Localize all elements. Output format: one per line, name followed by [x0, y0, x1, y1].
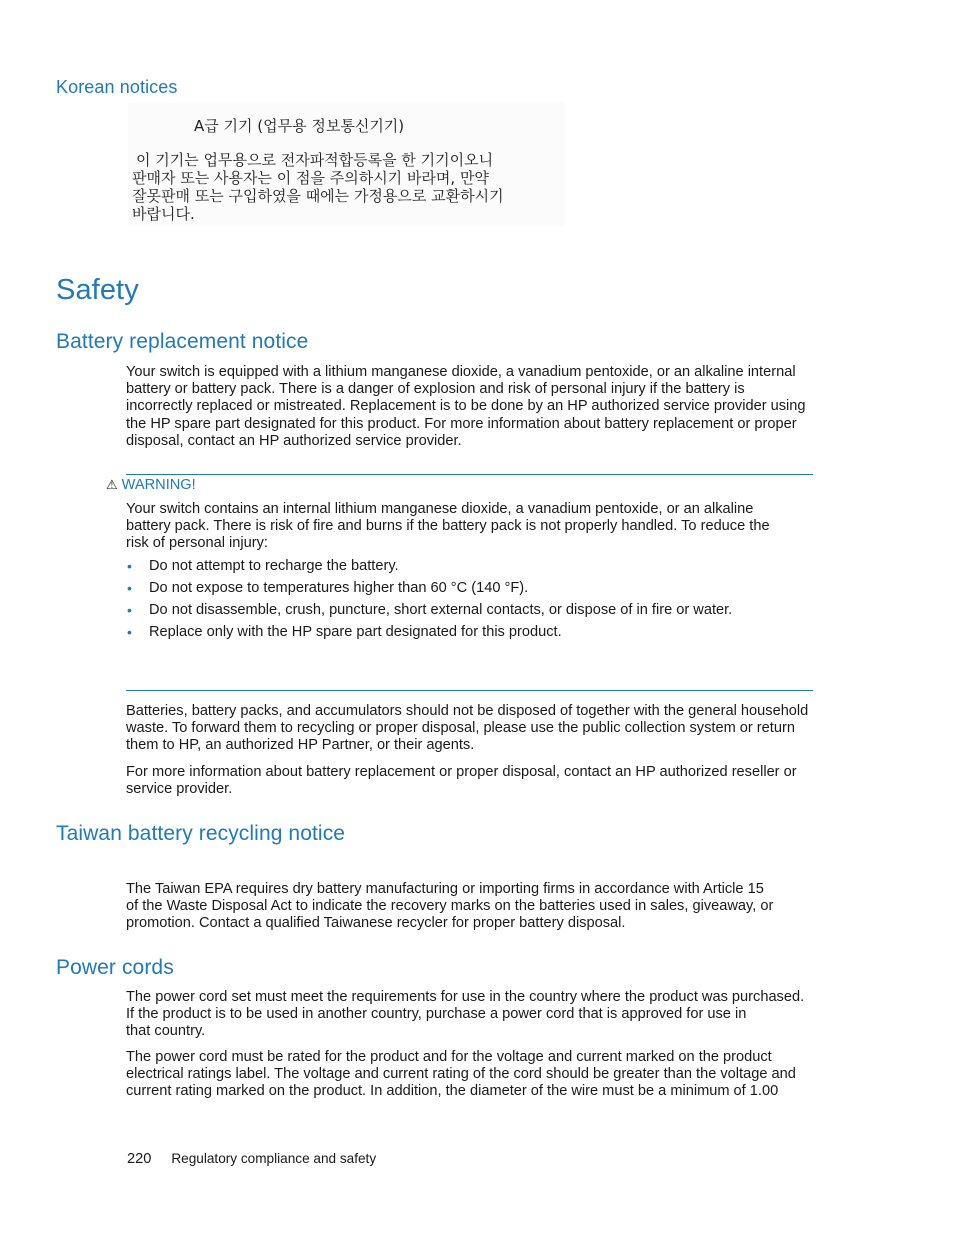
more-info-paragraph — [126, 764, 834, 798]
warning-line: risk of personal injury: — [126, 535, 268, 552]
bullet-dot-icon: • — [127, 580, 132, 596]
bullet-text: Do not attempt to recharge the battery. — [149, 558, 399, 574]
korean-line-5: 바랍니다. — [132, 205, 195, 223]
korean-line-4: 잘못판매 또는 구입하였을 때에는 가정용으로 교환하시기 — [132, 187, 504, 205]
list-item — [126, 578, 826, 600]
safety-heading: Safety — [56, 274, 139, 306]
battery-intro-line: battery or battery pack. There is a danger of explosion and risk of personal injury if the battery is — [126, 381, 745, 398]
bullet-dot-icon: • — [127, 602, 132, 618]
warning-line: battery pack. There is risk of fire and burns if the battery pack is not properly handled. To reduce the — [126, 518, 770, 535]
taiwan-paragraph — [126, 881, 834, 933]
warning-label — [106, 477, 196, 493]
warning-label-text: WARNING! — [121, 477, 196, 493]
korean-line-2: 이 기기는 업무용으로 전자파적합등록을 한 기기이오니 — [136, 151, 494, 169]
more-info-line: For more information about battery replacement or proper disposal, contact an HP authorized reseller or — [126, 764, 797, 780]
taiwan-line: The Taiwan EPA requires dry battery manufacturing or importing firms in accordance with Article 15 — [126, 881, 764, 897]
power-paragraph-1 — [126, 989, 834, 1041]
bullet-dot-icon: • — [127, 624, 132, 640]
warning-top-rule — [126, 474, 813, 475]
list-item — [126, 556, 826, 578]
taiwan-recycling-heading: Taiwan battery recycling notice — [56, 822, 346, 845]
korean-line-1: A급 기기 (업무용 정보통신기기) — [194, 117, 405, 135]
warning-paragraph — [126, 501, 834, 553]
warning-bullet-list — [126, 556, 826, 644]
disposal-line: Batteries, battery packs, and accumulators should not be disposed of together with the general household — [126, 703, 809, 719]
korean-notices-heading: Korean notices — [56, 77, 178, 97]
bullet-text: Do not expose to temperatures higher than 60 °C (140 °F). — [149, 580, 529, 596]
footer-title: Regulatory compliance and safety — [171, 1151, 377, 1166]
power-line: electrical ratings label. The voltage and current rating of the cord should be greater than the voltage and — [126, 1066, 796, 1083]
battery-replacement-heading: Battery replacement notice — [56, 330, 309, 353]
taiwan-line: of the Waste Disposal Act to indicate the recovery marks on the batteries used in sales, giveaway, or — [126, 898, 774, 915]
power-line: If the product is to be used in another country, purchase a power cord that is approved for use in — [126, 1006, 747, 1023]
bullet-text: Do not disassemble, crush, puncture, short external contacts, or dispose of in fire or water. — [149, 602, 733, 618]
list-item — [126, 622, 826, 644]
disposal-paragraph — [126, 703, 834, 755]
battery-intro-line: disposal, contact an HP authorized service provider. — [126, 432, 462, 449]
warning-line: Your switch contains an internal lithium manganese dioxide, a vanadium pentoxide, or an alkaline — [126, 501, 754, 517]
battery-intro-line: Your switch is equipped with a lithium manganese dioxide, a vanadium pentoxide, or an alkaline internal — [126, 364, 796, 380]
list-item — [126, 600, 826, 622]
more-info-line: service provider. — [126, 781, 233, 798]
power-cords-heading: Power cords — [56, 956, 174, 979]
bullet-text: Replace only with the HP spare part designated for this product. — [149, 624, 562, 640]
warning-triangle-icon: ⚠ — [106, 478, 118, 493]
bullet-dot-icon: • — [127, 558, 132, 574]
power-line: current rating marked on the product. In addition, the diameter of the wire must be a minimum of 1.00 — [126, 1083, 779, 1100]
battery-intro-line: the HP spare part designated for this product. For more information about battery replacement or proper — [126, 415, 797, 432]
page-number: 220 — [127, 1151, 152, 1167]
power-paragraph-2 — [126, 1049, 834, 1101]
battery-intro-paragraph — [126, 364, 834, 450]
korean-line-3: 판매자 또는 사용자는 이 점을 주의하시기 바라며, 만약 — [132, 169, 489, 187]
power-line: that country. — [126, 1023, 206, 1040]
power-line: The power cord set must meet the requirements for use in the country where the product was purchased. — [126, 989, 805, 1005]
taiwan-line: promotion. Contact a qualified Taiwanese recycler for proper battery disposal. — [126, 915, 626, 932]
disposal-line: waste. To forward them to recycling or proper disposal, please use the public collection system or return — [126, 720, 795, 737]
warning-bottom-rule — [126, 690, 813, 691]
page-footer — [127, 1151, 376, 1167]
battery-intro-line: incorrectly replaced or mistreated. Replacement is to be done by an HP authorized service provider using — [126, 398, 806, 415]
power-line: The power cord must be rated for the product and for the voltage and current marked on the product — [126, 1049, 772, 1065]
korean-notice-image — [128, 103, 565, 225]
disposal-line: them to HP, an authorized HP Partner, or their agents. — [126, 737, 475, 754]
